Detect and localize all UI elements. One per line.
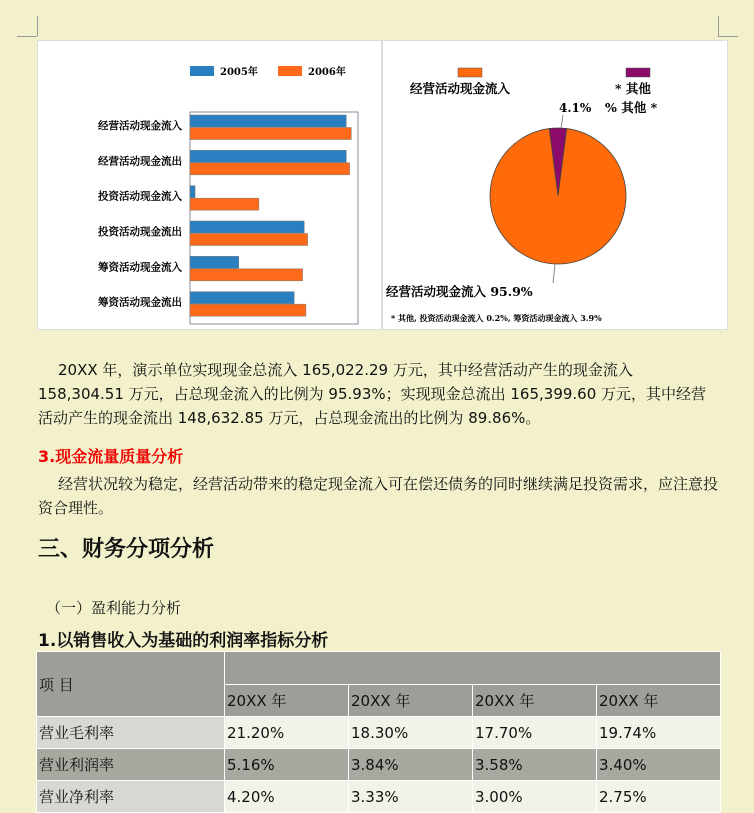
subsection-title: （一）盈利能力分析 — [46, 599, 182, 617]
heading-cashflow-quality: 3.现金流量质量分析 — [38, 447, 184, 466]
table-title: 1.以销售收入为基础的利润率指标分析 — [38, 631, 329, 651]
bar — [190, 304, 306, 316]
slice-label: 经营活动现金流入 95.9% — [386, 284, 533, 299]
cell: 3.00% — [473, 781, 597, 813]
legend-swatch — [458, 68, 482, 77]
row-label: 营业净利率 — [37, 781, 225, 813]
bar-chart — [37, 40, 382, 330]
bar — [190, 115, 346, 127]
pie-chart — [382, 40, 728, 330]
cell: 19.74% — [597, 717, 721, 749]
bar — [190, 256, 239, 268]
header-blank — [225, 652, 721, 685]
profit-ratio-table — [36, 651, 721, 813]
bar — [190, 221, 304, 233]
row-label: 营业利润率 — [37, 749, 225, 781]
crop-mark — [37, 16, 38, 36]
leader-line — [553, 264, 555, 283]
year-header: 20XX 年 — [225, 685, 349, 717]
legend-label: * 其他 — [615, 81, 651, 96]
category-label: 经营活动现金流出 — [98, 155, 182, 168]
table-row — [37, 749, 721, 781]
cell: 3.58% — [473, 749, 597, 781]
crop-mark — [17, 36, 37, 37]
category-label: 筹资活动现金流出 — [98, 296, 182, 309]
year-header: 20XX 年 — [597, 685, 721, 717]
slice-label: 4.1% — [559, 101, 592, 115]
year-header: 20XX 年 — [473, 685, 597, 717]
legend-label: 2005年 — [220, 67, 258, 78]
cell: 3.40% — [597, 749, 721, 781]
paragraph-quality: 经营状况较为稳定，经营活动带来的稳定现金流入可在偿还债务的同时继续满足投资需求，应注意投资合理性。 — [38, 475, 719, 517]
bar — [190, 269, 303, 281]
cell: 3.33% — [349, 781, 473, 813]
crop-mark — [718, 36, 738, 37]
cell: 17.70% — [473, 717, 597, 749]
legend-swatch — [626, 68, 650, 77]
cell: 18.30% — [349, 717, 473, 749]
category-label: 投资活动现金流出 — [98, 226, 182, 238]
table-row — [37, 717, 721, 749]
paragraph-cashflow: 20XX 年，演示单位实现现金总流入 165,022.29 万元，其中经营活动产生的现金流入 158,304.51 万元，占总现金流入的比例为 95.93%；实现现金总流出 165,399.60 万元，其中经营活动产生的现金流出 148,632.85 万元，占总现金流出的比例为 89.86%。 — [38, 361, 707, 427]
table-row — [37, 781, 721, 813]
category-label: 投资活动现金流入 — [98, 190, 182, 203]
pie-footnote: * 其他, 投资活动现金流入 0.2%, 筹资活动现金流入 3.9% — [391, 313, 602, 323]
cell: 21.20% — [225, 717, 349, 749]
row-label: 营业毛利率 — [37, 717, 225, 749]
slice-label: % 其他 * — [605, 100, 658, 115]
section-title: 三、财务分项分析 — [38, 537, 215, 562]
bar — [190, 292, 294, 304]
legend-swatch — [190, 66, 214, 76]
bar — [190, 234, 308, 246]
year-header: 20XX 年 — [349, 685, 473, 717]
bar — [190, 128, 351, 140]
crop-mark — [718, 16, 719, 36]
category-label: 筹资活动现金流入 — [98, 261, 182, 274]
bar — [190, 186, 195, 198]
cell: 2.75% — [597, 781, 721, 813]
cell: 5.16% — [225, 749, 349, 781]
legend-label: 2006年 — [308, 67, 346, 78]
cell: 3.84% — [349, 749, 473, 781]
category-label: 经营活动现金流入 — [98, 120, 182, 132]
bar — [190, 150, 346, 162]
leader-line — [561, 115, 563, 128]
legend-label: 经营活动现金流入 — [410, 81, 511, 96]
bar — [190, 163, 350, 175]
bar — [190, 198, 259, 210]
header-item: 项 目 — [37, 652, 225, 717]
legend-swatch — [278, 66, 302, 76]
cell: 4.20% — [225, 781, 349, 813]
